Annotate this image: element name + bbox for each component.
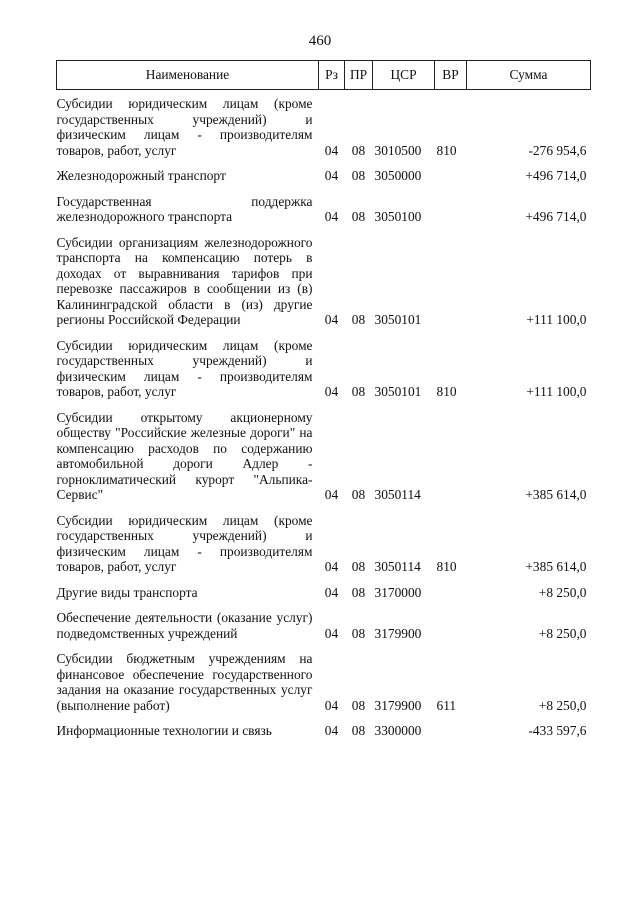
- row-csr: 3170000: [374, 584, 422, 600]
- row-name: Обеспечение деятельности (оказание услуг) подведомственных учреждений: [56, 610, 313, 641]
- row-csr: 3300000: [374, 723, 422, 738]
- row-csr: 3179900: [374, 697, 422, 713]
- row-rz: 04: [324, 697, 339, 713]
- header-csr: ЦСР: [373, 61, 435, 90]
- row-csr: 3050114: [374, 559, 421, 574]
- row-name: Государственная поддержка железнодорожного транспорта: [56, 193, 313, 224]
- row-vr: 611: [436, 697, 457, 713]
- budget-table: [56, 60, 591, 743]
- row-rz: 04: [324, 584, 339, 600]
- table-row: [57, 645, 591, 717]
- row-vr: 810: [436, 142, 457, 158]
- header-vr: ВР: [435, 61, 467, 90]
- row-rz: 04: [324, 209, 339, 224]
- row-csr: 3179900: [374, 625, 422, 641]
- header-name: Наименование: [57, 61, 319, 90]
- row-vr: [435, 404, 467, 507]
- table-row: [57, 507, 591, 579]
- row-csr: 3050114: [374, 487, 421, 502]
- row-pr: 08: [351, 723, 366, 738]
- row-pr: 08: [351, 559, 366, 574]
- row-vr: [435, 717, 467, 743]
- row-name: Железнодорожный транспорт: [56, 168, 226, 183]
- header-sum: Сумма: [467, 61, 591, 90]
- row-pr: 08: [351, 584, 366, 600]
- row-sum: +8 250,0: [538, 584, 587, 600]
- row-csr: 3050000: [374, 168, 422, 183]
- row-sum: +496 714,0: [525, 209, 587, 224]
- page-number: 460: [308, 33, 332, 49]
- row-name: Субсидии организациям железнодорожного транспорта на компенсацию потерь в доходах от выравнивания тарифов при перевозке пассажиров в сообщении из (в) Калининградской области в (из) другие регионы Российской Федерации: [56, 234, 313, 327]
- row-rz: 04: [324, 312, 339, 327]
- row-rz: 04: [324, 723, 339, 738]
- row-name: Субсидии открытому акционерному обществу "Российские железные дороги" на компенсацию расходов по содержанию автомобильной дороги Адлер - горноклиматический курорт "Альпика-Сервис": [56, 409, 313, 502]
- table-row: [57, 717, 591, 743]
- row-sum: +111 100,0: [526, 312, 587, 327]
- row-name: Субсидии бюджетным учреждениям на финансовое обеспечение государственного задания на оказание государственных услуг (выполнение работ): [56, 651, 313, 713]
- row-sum: -433 597,6: [528, 723, 587, 738]
- row-name: Субсидии юридическим лицам (кроме государственных учреждений) и физическим лицам - производителям товаров, работ, услуг: [56, 512, 313, 574]
- row-vr: [435, 162, 467, 188]
- row-rz: 04: [324, 559, 339, 574]
- row-vr: [435, 604, 467, 645]
- row-pr: 08: [351, 384, 366, 399]
- row-vr: 810: [436, 559, 457, 574]
- row-sum: +385 614,0: [525, 559, 587, 574]
- header-pr: ПР: [345, 61, 373, 90]
- table-body: [57, 90, 591, 743]
- table-row: [57, 332, 591, 404]
- row-pr: 08: [351, 312, 366, 327]
- row-pr: 08: [351, 209, 366, 224]
- row-pr: 08: [351, 142, 366, 158]
- table-row: [57, 404, 591, 507]
- row-name: Информационные технологии и связь: [56, 723, 272, 738]
- row-vr: [435, 579, 467, 605]
- table-row: [57, 162, 591, 188]
- table-row: [57, 229, 591, 332]
- row-csr: 3050101: [374, 384, 422, 399]
- row-vr: [435, 188, 467, 229]
- row-csr: 3050101: [374, 312, 422, 327]
- row-pr: 08: [351, 625, 366, 641]
- row-vr: 810: [436, 384, 457, 399]
- row-sum: +8 250,0: [538, 625, 587, 641]
- row-csr: 3050100: [374, 209, 422, 224]
- row-name: Субсидии юридическим лицам (кроме государственных учреждений) и физическим лицам - производителям товаров, работ, услуг: [56, 337, 313, 399]
- row-name: Другие виды транспорта: [56, 584, 198, 600]
- row-sum: +8 250,0: [538, 697, 587, 713]
- table-row: [57, 90, 591, 163]
- row-rz: 04: [324, 625, 339, 641]
- row-rz: 04: [324, 487, 339, 502]
- row-pr: 08: [351, 487, 366, 502]
- table-header: [57, 61, 591, 90]
- row-pr: 08: [351, 697, 366, 713]
- row-rz: 04: [324, 142, 339, 158]
- row-rz: 04: [324, 384, 339, 399]
- row-sum: +385 614,0: [525, 487, 587, 502]
- table-row: [57, 604, 591, 645]
- row-sum: -276 954,6: [528, 142, 587, 158]
- table-row: [57, 579, 591, 605]
- header-rz: Рз: [319, 61, 345, 90]
- row-pr: 08: [351, 168, 366, 183]
- row-sum: +496 714,0: [525, 168, 587, 183]
- row-rz: 04: [324, 168, 339, 183]
- row-name: Субсидии юридическим лицам (кроме государственных учреждений) и физическим лицам - производителям товаров, работ, услуг: [56, 96, 313, 158]
- row-sum: +111 100,0: [526, 384, 587, 399]
- table-row: [57, 188, 591, 229]
- row-vr: [435, 229, 467, 332]
- row-csr: 3010500: [374, 142, 422, 158]
